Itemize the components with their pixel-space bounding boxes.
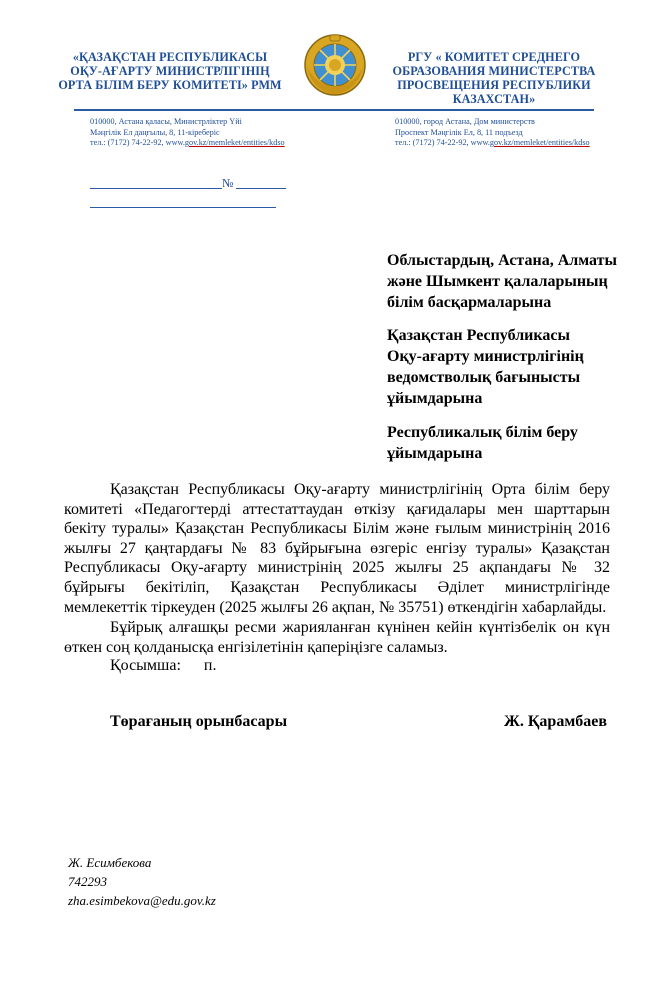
left-org-line: ОРТА БІЛІМ БЕРУ КОМИТЕТІ» РММ bbox=[58, 78, 282, 92]
recipient-line: Қазақстан Республикасы bbox=[387, 327, 570, 344]
right-org-line: ПРОСВЕЩЕНИЯ РЕСПУБЛИКИ bbox=[397, 78, 591, 92]
right-address bbox=[395, 117, 635, 149]
executor-email[interactable]: zha.esimbekova@edu.gov.kz bbox=[68, 893, 216, 908]
right-org-line: КАЗАХСТАН» bbox=[452, 92, 536, 106]
signatory-name: Ж. Қарамбаев bbox=[504, 713, 607, 730]
header-divider bbox=[74, 109, 594, 111]
right-org-name bbox=[381, 50, 607, 106]
right-address-line: 010000, город Астана, Дом министерств bbox=[395, 117, 535, 126]
executor-info bbox=[68, 853, 328, 910]
executor-phone: 742293 bbox=[68, 874, 107, 889]
attachment-value: п. bbox=[203, 657, 217, 674]
registration-date-line bbox=[90, 188, 222, 189]
registration-number-line bbox=[236, 188, 286, 189]
recipient-line: білім басқармаларына bbox=[387, 294, 552, 311]
signatory-position: Төрағаның орынбасары bbox=[110, 713, 288, 730]
left-address bbox=[90, 117, 330, 149]
left-org-name bbox=[52, 50, 288, 92]
right-contacts-prefix: тел.: (7172) 74-22-92, www. bbox=[395, 138, 490, 147]
attachment-label: Қосымша: bbox=[110, 657, 181, 674]
right-org-line: РГУ « КОМИТЕТ СРЕДНЕГО bbox=[407, 50, 581, 64]
body-paragraph: Бұйрық алғашқы ресми жарияланған күнінен кейін күнтізбелік он күн өткен соң қолданысқа енгізілетінін қаперіңізге саламыз. bbox=[64, 619, 610, 656]
right-address-line: Проспект Мәңгілік Ел, 8, 11 подъезд bbox=[395, 127, 523, 137]
registration-ref-line bbox=[90, 207, 276, 208]
attachment-line bbox=[110, 656, 410, 676]
left-address-line: 010000, Астана қаласы, Министрліктер Үйі bbox=[90, 117, 242, 126]
recipient-line: Облыстардың, Астана, Алматы bbox=[387, 252, 617, 269]
body-paragraph: Қазақстан Республикасы Оқу-ағарту министрлігінің Орта білім беру комитеті «Педагогтерді аттестаттаудан өткізу қағидалары мен шарттарын бекіту туралы» Қазақстан Республикасы Білім және ғылым министрінің 2016 жылғы 27 қаңтардағы № 83 бұйрығына өзгеріс енгізу туралы» Қазақстан Республикасы Оқу-ағарту министрінің 2025 жылғы 25 ақпандағы № 32 бұйрығы бекітіліп, Қазақстан Республикасы Әділет министрлігінде мемлекеттік тіркеуден (2025 жылғы 26 ақпан, № 35751) өткендігін хабарлайды. bbox=[64, 481, 610, 616]
state-emblem-icon bbox=[303, 33, 367, 97]
executor-name: Ж. Есимбекова bbox=[68, 855, 152, 870]
recipient-line: ведомстволық бағынысты bbox=[387, 369, 581, 386]
recipient-line: ұйымдарына bbox=[387, 445, 483, 462]
left-contacts-prefix: тел.: (7172) 74-22-92, www. bbox=[90, 138, 185, 147]
recipient-block bbox=[387, 325, 637, 409]
recipient-line: ұйымдарына bbox=[387, 390, 483, 407]
left-contacts bbox=[90, 138, 330, 149]
left-address-line: Мәңгілік Ел даңғылы, 8, 11-кіреберіс bbox=[90, 127, 220, 137]
right-org-line: ОБРАЗОВАНИЯ МИНИСТЕРСТВА bbox=[392, 64, 596, 78]
registration-number-sign: № bbox=[222, 176, 234, 190]
recipient-line: Республикалық білім беру bbox=[387, 424, 578, 441]
recipient-line: Оқу-ағарту министрлігінің bbox=[387, 348, 584, 365]
left-org-line: «ҚАЗАҚСТАН РЕСПУБЛИКАСЫ bbox=[72, 50, 268, 64]
right-website-link[interactable]: gov.kz/memleket/entities/kdso bbox=[489, 138, 590, 147]
left-website-link[interactable]: gov.kz/memleket/entities/kdso bbox=[184, 138, 285, 147]
recipient-line: және Шымкент қалаларының bbox=[387, 273, 608, 290]
left-org-line: ОҚУ-АҒАРТУ МИНИСТРЛІГІНІҢ bbox=[70, 64, 270, 78]
recipient-block bbox=[387, 250, 637, 313]
recipient-block bbox=[387, 422, 637, 464]
right-contacts bbox=[395, 138, 635, 149]
